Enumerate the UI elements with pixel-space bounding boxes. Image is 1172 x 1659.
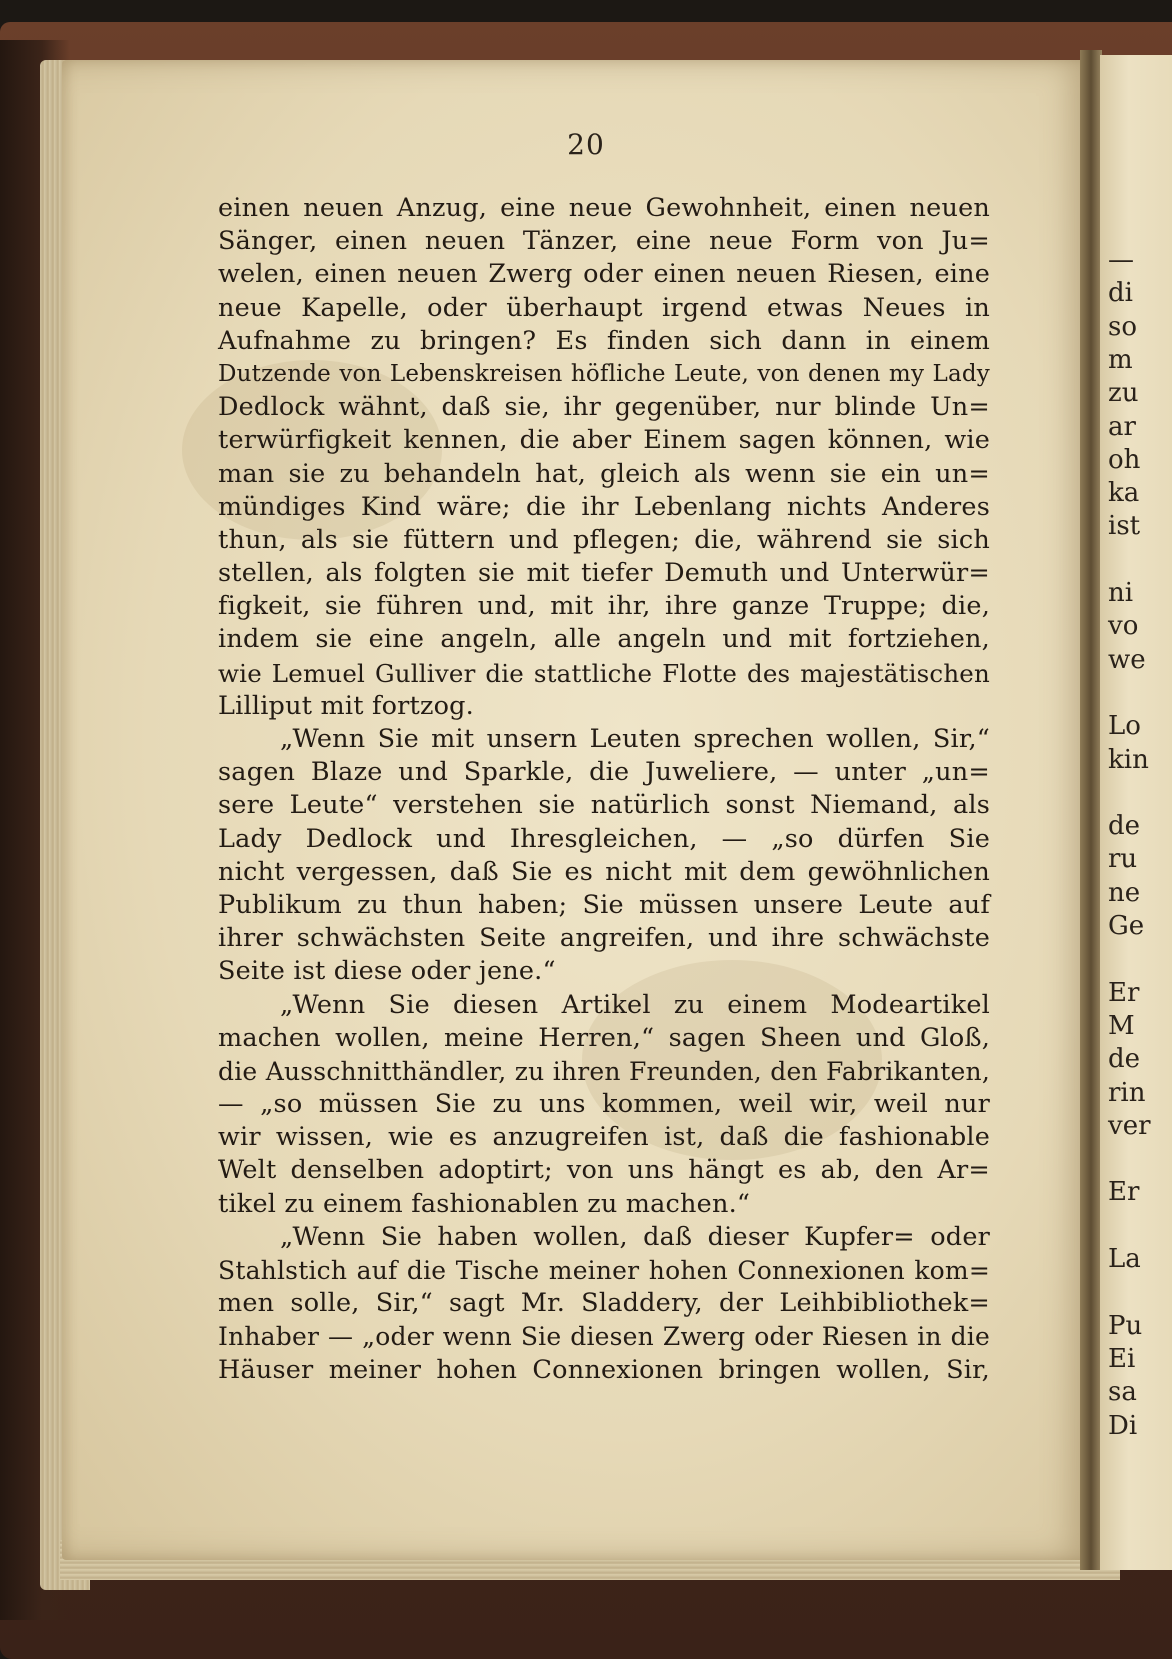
text-line: Seite ist diese oder jene.“ <box>218 956 556 987</box>
right-page-fragment: — <box>1108 245 1134 275</box>
right-page-fragment: di <box>1108 278 1133 309</box>
text-line: Sänger, einen neuen Tänzer, eine neue Form von Ju= <box>218 226 990 257</box>
book-page-right-edge <box>1100 55 1172 1570</box>
text-line: neue Kapelle, oder überhaupt irgend etwas Neues in <box>218 292 990 323</box>
text-line: „Wenn Sie diesen Artikel zu einem Modeartikel <box>280 989 990 1020</box>
right-page-fragment: ni <box>1108 578 1134 608</box>
right-page-fragment: vo <box>1108 611 1139 642</box>
text-line: die Ausschnitthändler, zu ihren Freunden, den Fabrikanten, <box>218 1056 990 1086</box>
right-page-fragment: ist <box>1108 511 1141 542</box>
text-line: „Wenn Sie haben wollen, daß dieser Kupfer= oder <box>280 1221 990 1252</box>
text-line: — „so müssen Sie zu uns kommen, weil wir, weil nur <box>218 1089 990 1120</box>
right-page-fragment: ka <box>1108 478 1140 509</box>
right-page-fragment: Ge <box>1108 911 1145 941</box>
text-line: Lady Dedlock und Ihresgleichen, — „so dürfen Sie <box>218 823 990 854</box>
text-line: men solle, Sir,“ sagt Mr. Sladdery, der Leihbibliothek= <box>218 1288 990 1319</box>
text-line: thun, als sie füttern und pflegen; die, während sie sich <box>218 524 990 555</box>
right-page-fragment: Er <box>1108 1177 1140 1208</box>
page-text-block <box>218 192 990 1387</box>
right-page-fragment: Di <box>1108 1410 1138 1441</box>
right-page-fragment: so <box>1108 311 1137 342</box>
right-page-fragment: Ei <box>1108 1343 1136 1374</box>
text-line: Welt denselben adoptirt; von uns hängt es ab, den Ar= <box>218 1155 990 1186</box>
right-page-fragment: oh <box>1108 444 1141 475</box>
right-page-fragment: de <box>1108 811 1141 842</box>
text-line: wie Lemuel Gulliver die stattliche Flotte des majestätischen <box>218 658 990 688</box>
text-line: indem sie eine angeln, alle angeln und mit fortziehen, <box>218 624 990 655</box>
right-page-fragment: we <box>1108 644 1146 675</box>
right-page-fragment: sa <box>1108 1377 1137 1408</box>
text-line: ihrer schwächsten Seite angreifen, und ihre schwächste <box>218 923 990 954</box>
right-page-fragment: Er <box>1108 977 1140 1008</box>
right-page-fragment: kin <box>1108 744 1149 775</box>
text-line: sagen Blaze und Sparkle, die Juweliere, — unter „un= <box>218 757 990 788</box>
text-line: terwürfigkeit kennen, die aber Einem sagen können, wie <box>218 425 990 456</box>
text-line: „Wenn Sie mit unsern Leuten sprechen wollen, Sir,“ <box>280 724 990 754</box>
text-line: sere Leute“ verstehen sie natürlich sonst Niemand, als <box>218 790 990 821</box>
book-gutter <box>1080 50 1102 1570</box>
text-line: man sie zu behandeln hat, gleich als wenn sie ein un= <box>218 458 990 489</box>
right-page-fragment: zu <box>1108 378 1139 409</box>
right-page-fragment: rin <box>1108 1077 1146 1108</box>
text-line: Dutzende von Lebenskreisen höfliche Leute, von denen my Lady <box>218 360 990 387</box>
right-page-fragment: Pu <box>1108 1310 1143 1341</box>
right-page-fragment: Lo <box>1108 711 1141 742</box>
text-line: Häuser meiner hohen Connexionen bringen wollen, Sir, <box>218 1354 990 1385</box>
text-line: Lilliput mit fortzog. <box>218 690 474 721</box>
right-page-fragment: ne <box>1108 877 1141 908</box>
text-line: Publikum zu thun haben; Sie müssen unsere Leute auf <box>218 889 990 920</box>
text-line: figkeit, sie führen und, mit ihr, ihre ganze Truppe; die, <box>218 591 990 622</box>
right-page-fragment: m <box>1108 344 1133 375</box>
page-number: 20 <box>567 128 605 161</box>
text-line: Inhaber — „oder wenn Sie diesen Zwerg oder Riesen in die <box>218 1322 990 1352</box>
text-line: Aufnahme zu bringen? Es finden sich dann in einem <box>218 325 990 356</box>
right-page-fragment: ver <box>1108 1110 1151 1141</box>
text-line: welen, einen neuen Zwerg oder einen neuen Riesen, eine <box>218 259 990 290</box>
text-line: Stahlstich auf die Tische meiner hohen Connexionen kom= <box>218 1256 990 1285</box>
text-line: mündiges Kind wäre; die ihr Lebenlang nichts Anderes <box>218 491 990 522</box>
text-line: wir wissen, wie es anzugreifen ist, daß die fashionable <box>218 1122 990 1153</box>
right-page-fragment: La <box>1108 1244 1141 1274</box>
text-line: stellen, als folgten sie mit tiefer Demuth und Unterwür= <box>218 558 990 589</box>
text-line: machen wollen, meine Herren,“ sagen Sheen und Gloß, <box>218 1022 990 1053</box>
right-page-fragment: ar <box>1108 411 1136 442</box>
text-line: einen neuen Anzug, eine neue Gewohnheit, einen neuen <box>218 193 990 223</box>
right-page-fragment: de <box>1108 1044 1141 1075</box>
text-line: tikel zu einem fashionablen zu machen.“ <box>218 1188 751 1219</box>
right-page-fragment: ru <box>1108 844 1138 875</box>
text-line: nicht vergessen, daß Sie es nicht mit dem gewöhnlichen <box>218 856 990 887</box>
text-line: Dedlock wähnt, daß sie, ihr gegenüber, nur blinde Un= <box>218 392 990 423</box>
right-page-fragment: M <box>1108 1010 1135 1041</box>
